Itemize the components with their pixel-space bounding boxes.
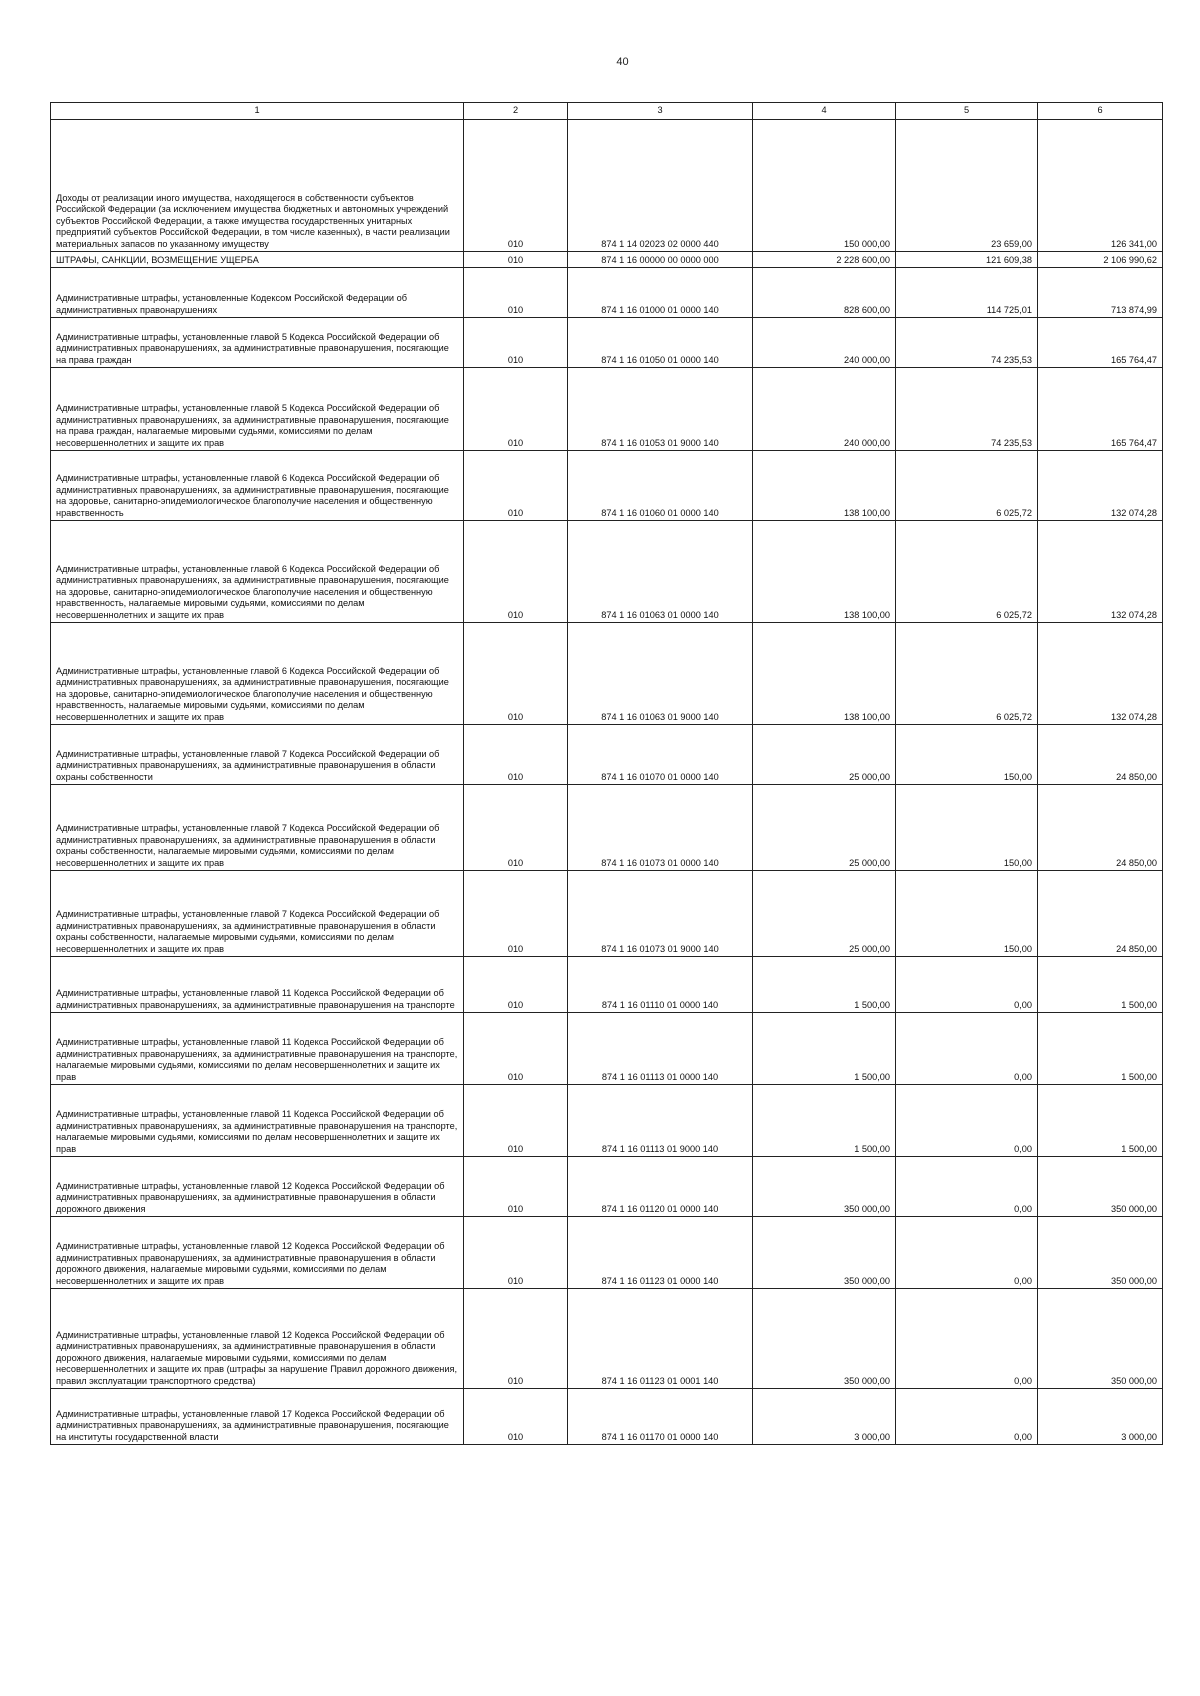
table-row: [51, 521, 1163, 623]
row-executed-amount: 74 235,53: [896, 318, 1038, 368]
row-approved-amount: 1 500,00: [753, 957, 896, 1013]
row-approved-amount: 240 000,00: [753, 368, 896, 451]
row-unexecuted-amount: 2 106 990,62: [1038, 252, 1163, 268]
row-name: Административные штрафы, установленные Кодексом Российской Федерации об административных правонарушениях: [51, 268, 464, 318]
row-line-code: 010: [464, 623, 568, 725]
row-line-code: 010: [464, 785, 568, 871]
row-line-code: 010: [464, 368, 568, 451]
row-unexecuted-amount: 165 764,47: [1038, 318, 1163, 368]
table-row: [51, 1157, 1163, 1217]
row-revenue-code: 874 1 16 01063 01 0000 140: [568, 521, 753, 623]
row-unexecuted-amount: 132 074,28: [1038, 623, 1163, 725]
row-name: Административные штрафы, установленные главой 7 Кодекса Российской Федерации об административных правонарушениях, за административные правонарушения в области охраны собственности, налагаемые мировыми судьями, комиссиями по делам несовершеннолетних и защите их прав: [51, 785, 464, 871]
row-approved-amount: 25 000,00: [753, 871, 896, 957]
row-executed-amount: 0,00: [896, 1013, 1038, 1085]
row-unexecuted-amount: 24 850,00: [1038, 725, 1163, 785]
row-name: Административные штрафы, установленные главой 7 Кодекса Российской Федерации об административных правонарушениях, за административные правонарушения в области охраны собственности: [51, 725, 464, 785]
header-col-5: 5: [896, 103, 1038, 120]
row-name: Административные штрафы, установленные главой 11 Кодекса Российской Федерации об административных правонарушениях, за административные правонарушения на транспорте: [51, 957, 464, 1013]
row-unexecuted-amount: 1 500,00: [1038, 957, 1163, 1013]
row-approved-amount: 138 100,00: [753, 521, 896, 623]
header-col-2: 2: [464, 103, 568, 120]
row-revenue-code: 874 1 14 02023 02 0000 440: [568, 120, 753, 252]
row-executed-amount: 121 609,38: [896, 252, 1038, 268]
row-executed-amount: 6 025,72: [896, 623, 1038, 725]
row-unexecuted-amount: 1 500,00: [1038, 1085, 1163, 1157]
table-row: [51, 725, 1163, 785]
row-revenue-code: 874 1 16 01050 01 0000 140: [568, 318, 753, 368]
row-approved-amount: 25 000,00: [753, 785, 896, 871]
row-approved-amount: 350 000,00: [753, 1217, 896, 1289]
row-line-code: 010: [464, 1289, 568, 1389]
table-row: [51, 1389, 1163, 1445]
row-revenue-code: 874 1 16 01113 01 0000 140: [568, 1013, 753, 1085]
table-row: [51, 451, 1163, 521]
row-name: ШТРАФЫ, САНКЦИИ, ВОЗМЕЩЕНИЕ УЩЕРБА: [51, 252, 464, 268]
row-unexecuted-amount: 713 874,99: [1038, 268, 1163, 318]
row-line-code: 010: [464, 268, 568, 318]
row-executed-amount: 0,00: [896, 957, 1038, 1013]
row-line-code: 010: [464, 1389, 568, 1445]
row-name: Административные штрафы, установленные главой 6 Кодекса Российской Федерации об административных правонарушениях, за административные правонарушения, посягающие на здоровье, санитарно-эпидемиологическое благополучие населения и общественную нравственность: [51, 451, 464, 521]
row-approved-amount: 138 100,00: [753, 623, 896, 725]
row-unexecuted-amount: 350 000,00: [1038, 1289, 1163, 1389]
row-revenue-code: 874 1 16 01110 01 0000 140: [568, 957, 753, 1013]
revenue-execution-table: [50, 102, 1163, 1445]
row-revenue-code: 874 1 16 01063 01 9000 140: [568, 623, 753, 725]
row-name: Административные штрафы, установленные главой 12 Кодекса Российской Федерации об административных правонарушениях, за административные правонарушения в области дорожного движения, налагаемые мировыми судьями, комиссиями по делам несовершеннолетних и защите их прав (штрафы за нарушение Правил дорожного движения, правил эксплуатации транспортного средства): [51, 1289, 464, 1389]
row-name: Административные штрафы, установленные главой 6 Кодекса Российской Федерации об административных правонарушениях, за административные правонарушения, посягающие на здоровье, санитарно-эпидемиологическое благополучие населения и общественную нравственность, налагаемые мировыми судьями, комиссиями по делам несовершеннолетних и защите их прав: [51, 623, 464, 725]
row-revenue-code: 874 1 16 01123 01 0000 140: [568, 1217, 753, 1289]
row-line-code: 010: [464, 871, 568, 957]
table-row: [51, 252, 1163, 268]
row-line-code: 010: [464, 1217, 568, 1289]
row-name: Административные штрафы, установленные главой 12 Кодекса Российской Федерации об административных правонарушениях, за административные правонарушения в области дорожного движения, налагаемые мировыми судьями, комиссиями по делам несовершеннолетних и защите их прав: [51, 1217, 464, 1289]
row-executed-amount: 0,00: [896, 1157, 1038, 1217]
table-row: [51, 957, 1163, 1013]
table-body: [51, 120, 1163, 1445]
row-executed-amount: 74 235,53: [896, 368, 1038, 451]
row-revenue-code: 874 1 16 01070 01 0000 140: [568, 725, 753, 785]
row-name: Административные штрафы, установленные главой 7 Кодекса Российской Федерации об административных правонарушениях, за административные правонарушения в области охраны собственности, налагаемые мировыми судьями, комиссиями по делам несовершеннолетних и защите их прав: [51, 871, 464, 957]
row-executed-amount: 150,00: [896, 725, 1038, 785]
row-approved-amount: 828 600,00: [753, 268, 896, 318]
table-row: [51, 268, 1163, 318]
row-approved-amount: 240 000,00: [753, 318, 896, 368]
row-approved-amount: 1 500,00: [753, 1013, 896, 1085]
row-line-code: 010: [464, 451, 568, 521]
row-unexecuted-amount: 24 850,00: [1038, 785, 1163, 871]
row-executed-amount: 23 659,00: [896, 120, 1038, 252]
row-executed-amount: 0,00: [896, 1217, 1038, 1289]
row-line-code: 010: [464, 725, 568, 785]
header-col-4: 4: [753, 103, 896, 120]
row-name: Административные штрафы, установленные главой 11 Кодекса Российской Федерации об административных правонарушениях, за административные правонарушения на транспорте, налагаемые мировыми судьями, комиссиями по делам несовершеннолетних и защите их прав: [51, 1085, 464, 1157]
row-approved-amount: 1 500,00: [753, 1085, 896, 1157]
row-name: Административные штрафы, установленные главой 11 Кодекса Российской Федерации об административных правонарушениях, за административные правонарушения на транспорте, налагаемые мировыми судьями, комиссиями по делам несовершеннолетних и защите их прав: [51, 1013, 464, 1085]
header-col-1: 1: [51, 103, 464, 120]
row-approved-amount: 25 000,00: [753, 725, 896, 785]
row-unexecuted-amount: 24 850,00: [1038, 871, 1163, 957]
page-number: 40: [616, 56, 629, 68]
table-row: [51, 871, 1163, 957]
row-name: Административные штрафы, установленные главой 12 Кодекса Российской Федерации об административных правонарушениях, за административные правонарушения в области дорожного движения: [51, 1157, 464, 1217]
row-line-code: 010: [464, 1085, 568, 1157]
row-unexecuted-amount: 1 500,00: [1038, 1013, 1163, 1085]
row-line-code: 010: [464, 957, 568, 1013]
header-col-6: 6: [1038, 103, 1163, 120]
row-name: Административные штрафы, установленные главой 17 Кодекса Российской Федерации об административных правонарушениях, за административные правонарушения, посягающие на институты государственной власти: [51, 1389, 464, 1445]
row-line-code: 010: [464, 521, 568, 623]
row-approved-amount: 3 000,00: [753, 1389, 896, 1445]
row-executed-amount: 114 725,01: [896, 268, 1038, 318]
row-executed-amount: 0,00: [896, 1289, 1038, 1389]
row-unexecuted-amount: 3 000,00: [1038, 1389, 1163, 1445]
row-unexecuted-amount: 165 764,47: [1038, 368, 1163, 451]
row-executed-amount: 6 025,72: [896, 451, 1038, 521]
table-header-row: [51, 103, 1163, 120]
row-revenue-code: 874 1 16 00000 00 0000 000: [568, 252, 753, 268]
row-executed-amount: 0,00: [896, 1085, 1038, 1157]
row-revenue-code: 874 1 16 01060 01 0000 140: [568, 451, 753, 521]
row-unexecuted-amount: 132 074,28: [1038, 521, 1163, 623]
table-row: [51, 623, 1163, 725]
row-approved-amount: 350 000,00: [753, 1289, 896, 1389]
table-row: [51, 1289, 1163, 1389]
row-line-code: 010: [464, 318, 568, 368]
row-unexecuted-amount: 350 000,00: [1038, 1217, 1163, 1289]
table-row: [51, 1217, 1163, 1289]
row-revenue-code: 874 1 16 01000 01 0000 140: [568, 268, 753, 318]
row-revenue-code: 874 1 16 01073 01 9000 140: [568, 871, 753, 957]
row-name: Административные штрафы, установленные главой 5 Кодекса Российской Федерации об административных правонарушениях, за административные правонарушения, посягающие на права граждан: [51, 318, 464, 368]
row-name: Административные штрафы, установленные главой 6 Кодекса Российской Федерации об административных правонарушениях, за административные правонарушения, посягающие на здоровье, санитарно-эпидемиологическое благополучие населения и общественную нравственность, налагаемые мировыми судьями, комиссиями по делам несовершеннолетних и защите их прав: [51, 521, 464, 623]
row-revenue-code: 874 1 16 01113 01 9000 140: [568, 1085, 753, 1157]
row-revenue-code: 874 1 16 01073 01 0000 140: [568, 785, 753, 871]
row-line-code: 010: [464, 120, 568, 252]
row-executed-amount: 0,00: [896, 1389, 1038, 1445]
row-line-code: 010: [464, 1013, 568, 1085]
header-col-3: 3: [568, 103, 753, 120]
row-name: Административные штрафы, установленные главой 5 Кодекса Российской Федерации об административных правонарушениях, за административные правонарушения, посягающие на права граждан, налагаемые мировыми судьями, комиссиями по делам несовершеннолетних и защите их прав: [51, 368, 464, 451]
row-unexecuted-amount: 126 341,00: [1038, 120, 1163, 252]
row-line-code: 010: [464, 252, 568, 268]
row-revenue-code: 874 1 16 01123 01 0001 140: [568, 1289, 753, 1389]
table-row: [51, 368, 1163, 451]
row-approved-amount: 150 000,00: [753, 120, 896, 252]
table-row: [51, 785, 1163, 871]
row-approved-amount: 2 228 600,00: [753, 252, 896, 268]
row-revenue-code: 874 1 16 01170 01 0000 140: [568, 1389, 753, 1445]
row-unexecuted-amount: 132 074,28: [1038, 451, 1163, 521]
row-approved-amount: 350 000,00: [753, 1157, 896, 1217]
row-line-code: 010: [464, 1157, 568, 1217]
row-revenue-code: 874 1 16 01053 01 9000 140: [568, 368, 753, 451]
row-approved-amount: 138 100,00: [753, 451, 896, 521]
row-name: Доходы от реализации иного имущества, находящегося в собственности субъектов Российской Федерации (за исключением имущества бюджетных и автономных учреждений субъектов Российской Федерации, а также имущества государственных унитарных предприятий субъектов Российской Федерации, в том числе казенных), в части реализации материальных запасов по указанному имуществу: [51, 120, 464, 252]
table-row: [51, 120, 1163, 252]
table-row: [51, 318, 1163, 368]
row-unexecuted-amount: 350 000,00: [1038, 1157, 1163, 1217]
row-revenue-code: 874 1 16 01120 01 0000 140: [568, 1157, 753, 1217]
row-executed-amount: 150,00: [896, 785, 1038, 871]
table-row: [51, 1013, 1163, 1085]
row-executed-amount: 150,00: [896, 871, 1038, 957]
row-executed-amount: 6 025,72: [896, 521, 1038, 623]
table-row: [51, 1085, 1163, 1157]
